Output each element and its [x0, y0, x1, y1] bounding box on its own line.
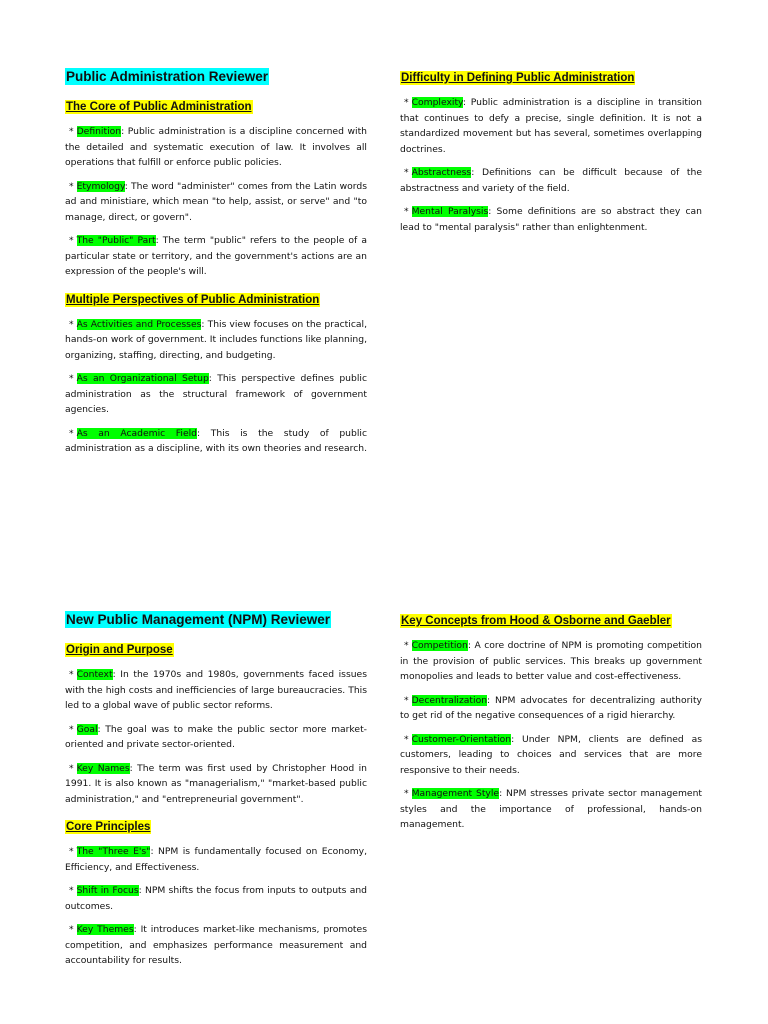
- term-highlight: Definition: [76, 126, 122, 137]
- list-item: * Abstractness: Definitions can be difficult because of the abstractness and variety of the field.: [400, 167, 702, 194]
- term-highlight: Competition: [411, 640, 468, 651]
- list-item: * Etymology: The word "administer" comes from the Latin words ad and ministiare, which mean "to help, assist, or serve" and "to manage, direct, or govern".: [65, 180, 367, 223]
- term-highlight: Goal: [76, 723, 98, 735]
- term-highlight: Key Names: [76, 762, 130, 774]
- term-highlight: Context: [76, 669, 113, 680]
- pa-perspectives-list: [65, 317, 367, 457]
- list-item: * Customer-Orientation: Under NPM, clients are defined as customers, leading to choices and services that are more responsive to their needs.: [400, 733, 702, 776]
- pa-perspectives-heading: Multiple Perspectives of Public Administration: [66, 293, 320, 306]
- term-highlight: Management Style: [411, 788, 500, 799]
- pa-difficulty-heading: Difficulty in Defining Public Administration: [401, 72, 635, 84]
- list-item: * The "Public" Part: The term "public" refers to the people of a particular state or territory, and the government's actions are an expression of the people's will.: [65, 235, 367, 277]
- list-item: * Definition: Public administration is a discipline concerned with the detailed and systematic execution of law. It involves all operations that fulfill or enforce public policies.: [65, 126, 367, 168]
- pa-left-column: [65, 66, 367, 465]
- list-item: * Goal: The goal was to make the public sector more market-oriented and private sector-oriented.: [65, 723, 367, 750]
- term-highlight: Complexity: [411, 97, 463, 108]
- term-highlight: The "Three E's": [76, 846, 151, 857]
- pa-core-list: [65, 124, 367, 280]
- term-highlight: Mental Paralysis: [411, 206, 489, 217]
- npm-left-column: [65, 609, 367, 977]
- pa-title: Public Administration Reviewer: [66, 69, 269, 84]
- list-item: * The "Three E's": NPM is fundamentally focused on Economy, Efficiency, and Effectiveness.: [65, 846, 367, 873]
- npm-concepts-heading: Key Concepts from Hood & Osborne and Gaebler: [401, 615, 671, 627]
- list-item: * Context: In the 1970s and 1980s, governments faced issues with the high costs and inefficiencies of large bureaucracies. This led to a global wave of public sector reforms.: [65, 669, 367, 711]
- npm-concepts-list: [400, 638, 702, 833]
- list-item: * Key Themes: It introduces market-like mechanisms, promotes competition, and emphasizes performance measurement and accountability for results.: [65, 924, 367, 966]
- npm-right-column: [400, 609, 702, 841]
- pa-difficulty-list: [400, 95, 702, 235]
- npm-title: New Public Management (NPM) Reviewer: [66, 612, 331, 627]
- list-item: * As Activities and Processes: This view focuses on the practical, hands-on work of government. It includes functions like planning, organizing, staffing, directing, and budgeting.: [65, 318, 367, 361]
- npm-origin-list: [65, 667, 367, 807]
- term-highlight: Etymology: [76, 180, 125, 192]
- list-item: * Complexity: Public administration is a discipline in transition that continues to defy a precise, single definition. It is not a standardized movement but has several, sometimes overlapping doctrines.: [400, 97, 702, 155]
- term-highlight: As Activities and Processes: [76, 318, 202, 330]
- list-item: * Decentralization: NPM advocates for decentralizing authority to get rid of the negative consequences of a rigid hierarchy.: [400, 694, 702, 721]
- list-item: * As an Academic Field: This is the study of public administration as a discipline, with its own theories and research.: [65, 427, 367, 454]
- term-highlight: Key Themes: [76, 924, 134, 935]
- list-item: * Mental Paralysis: Some definitions are so abstract they can lead to "mental paralysis" rather than enlightenment.: [400, 206, 703, 233]
- pa-core-heading: The Core of Public Administration: [66, 101, 252, 113]
- term-highlight: As an Academic Field: [76, 427, 198, 439]
- list-item: * Shift in Focus: NPM shifts the focus from inputs to outputs and outcomes.: [65, 885, 367, 912]
- pa-right-column: [400, 66, 702, 243]
- list-item: * As an Organizational Setup: This perspective defines public administration as the structural framework of government agencies.: [65, 373, 367, 415]
- list-item: * Key Names: The term was first used by Christopher Hood in 1991. It is also known as "managerialism," "market-based public administration," and "entrepreneurial government".: [65, 762, 368, 805]
- term-highlight: Decentralization: [411, 694, 488, 706]
- term-highlight: As an Organizational Setup: [76, 373, 209, 384]
- term-highlight: Customer-Orientation: [411, 733, 512, 745]
- list-item: * Competition: A core doctrine of NPM is promoting competition in the provision of public services. This breaks up government monopolies and leads to better value and cost-effectiveness.: [400, 640, 702, 682]
- term-highlight: The "Public" Part: [76, 235, 156, 246]
- npm-principles-heading: Core Principles: [66, 821, 151, 833]
- list-item: * Management Style: NPM stresses private sector management styles and the importance of professional, hands-on management.: [400, 788, 702, 830]
- term-highlight: Abstractness: [411, 167, 472, 178]
- term-highlight: Shift in Focus: [76, 885, 139, 896]
- npm-origin-heading: Origin and Purpose: [66, 644, 173, 656]
- npm-principles-list: [65, 844, 367, 969]
